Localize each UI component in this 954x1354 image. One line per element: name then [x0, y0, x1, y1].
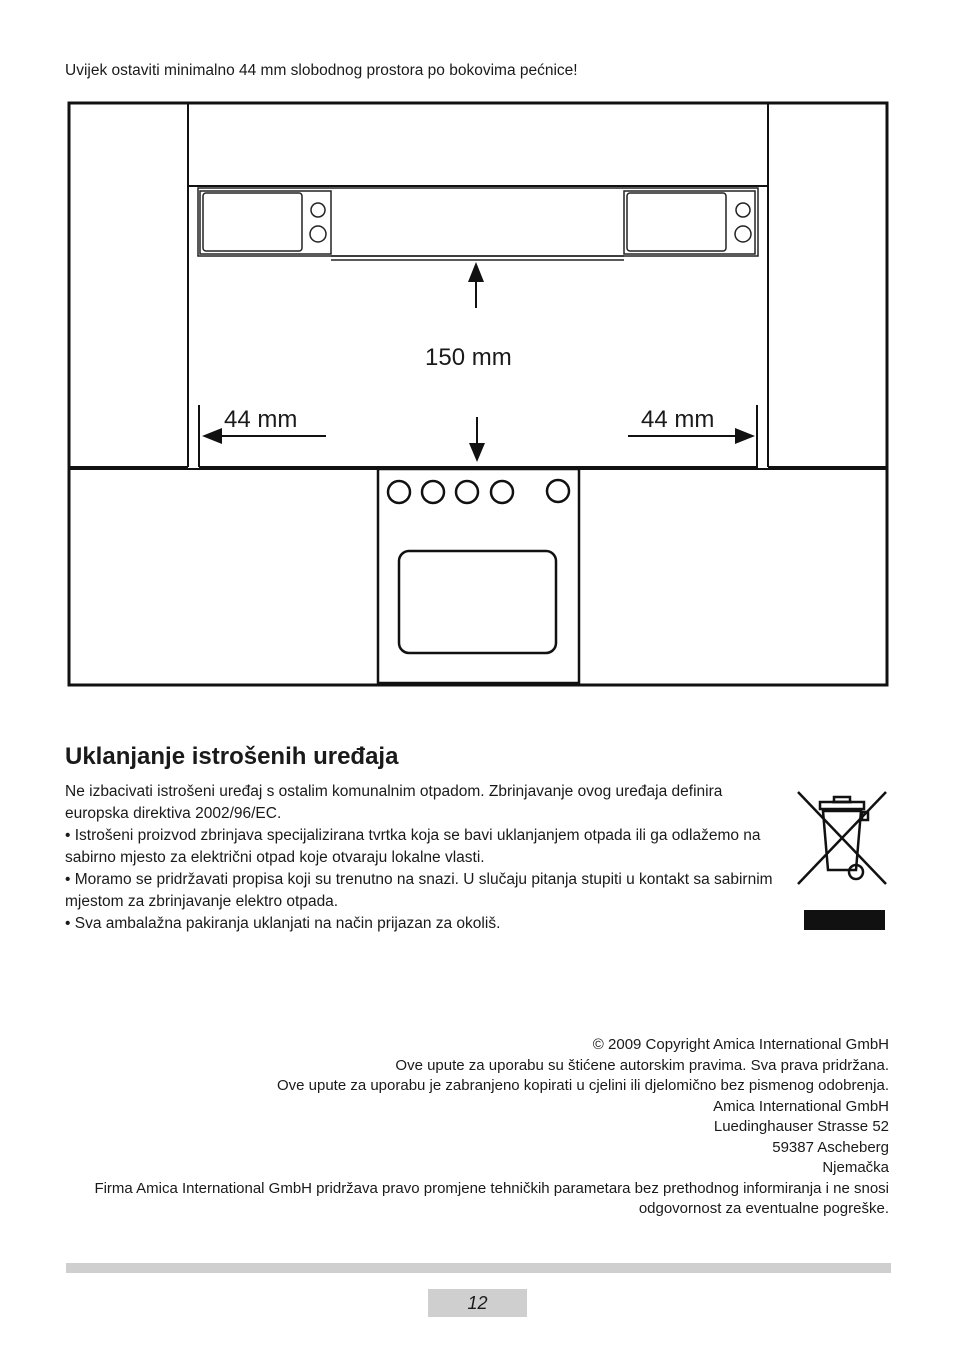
footer-divider — [66, 1263, 891, 1273]
label-top-clearance: 150 mm — [425, 344, 512, 371]
label-right-clearance: 44 mm — [641, 406, 715, 433]
paragraph: Ne izbacivati istrošeni uređaj s ostalim komunalnim otpadom. Zbrinjavanje ovog uređaja definira europska direktiva 2002/96/EC. — [65, 783, 723, 822]
burner-knob-icon — [388, 481, 410, 503]
knob-icon — [736, 203, 750, 217]
burner-knob-icon — [547, 480, 569, 502]
paragraph: • Istrošeni proizvod zbrinjava specijalizirana tvrtka koja se bavi uklanjanjem otpada ili ga odlažemo na sabirno mjesto za električni otpad koje otvaraju lokalne vlasti. — [65, 827, 761, 866]
copyright-line: Firma Amica International GmbH pridržava pravo promjene tehničkih parametara bez prethodnog informiranja i ne snosi odgovornost za eventualne pogreške. — [94, 1179, 889, 1217]
copyright-block — [29, 1035, 889, 1220]
copyright-line: Amica International GmbH — [713, 1097, 889, 1115]
copyright-line: Luedinghauser Strasse 52 — [713, 1118, 889, 1135]
copyright-line: 59387 Ascheberg — [772, 1138, 889, 1156]
label-left-clearance: 44 mm — [224, 406, 298, 433]
intro-note: Uvijek ostaviti minimalno 44 mm slobodnog prostora po bokovima pećnice! — [65, 62, 578, 79]
paragraph: • Moramo se pridržavati propisa koji su trenutno na snazi. U slučaju pitanja stupiti u kontakt sa sabirnim mjestom za zbrinjavanje elektro otpada. — [65, 871, 773, 910]
outer-frame — [69, 103, 887, 685]
copyright-line: © 2009 Copyright Amica International GmbH — [592, 1036, 889, 1053]
burner-knob-icon — [491, 481, 513, 503]
recycle-bar — [804, 910, 885, 930]
burner-knob-icon — [456, 481, 478, 503]
section-body — [65, 781, 785, 935]
knob-icon — [735, 226, 751, 242]
section-title: Uklanjanje istrošenih uređaja — [65, 743, 399, 770]
copyright-line: Ove upute za uporabu je zabranjeno kopirati u cjelini ili djelomično bez pismenog odobrenja. — [276, 1077, 889, 1094]
page-number: 12 — [428, 1289, 527, 1317]
paragraph: • Sva ambalažna pakiranja uklanjati na način prijazan za okoliš. — [65, 915, 501, 932]
copyright-line: Ove upute za uporabu su štićene autorskim pravima. Sva prava pridržana. — [395, 1056, 889, 1074]
oven-door-window — [399, 551, 556, 653]
knob-icon — [310, 226, 326, 242]
copyright-line: Njemačka — [822, 1159, 889, 1176]
crossed-out-wheelie-bin-icon — [794, 788, 890, 888]
hood-unit — [198, 188, 758, 260]
oven-cooker — [378, 469, 579, 683]
knob-icon — [311, 203, 325, 217]
burner-knob-icon — [422, 481, 444, 503]
